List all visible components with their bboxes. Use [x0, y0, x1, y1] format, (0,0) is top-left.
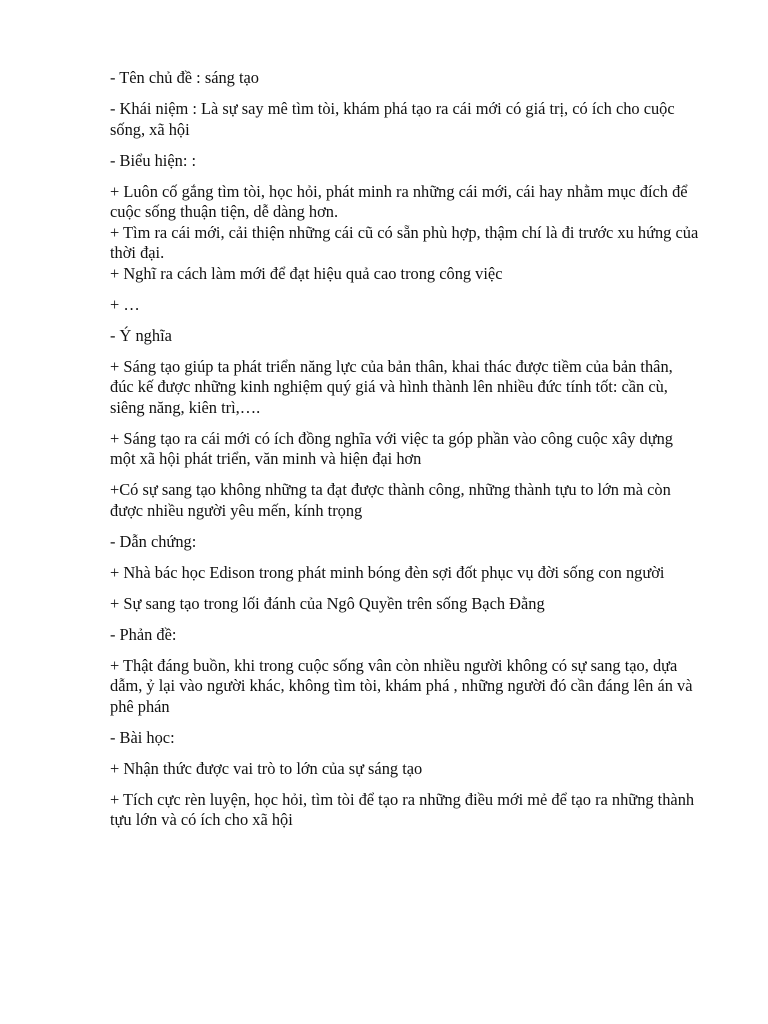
manifestation-item: + Tìm ra cái mới, cải thiện những cái cũ có sẵn phù hợp, thậm chí là đi trước xu hứng của thời đại.: [110, 222, 699, 262]
counter-heading: - Phản đề:: [110, 624, 177, 644]
manifestation-item: + Nghĩ ra cách làm mới để đạt hiệu quả cao trong công việc: [110, 263, 503, 283]
evidence-item: + Nhà bác học Edison trong phát minh bóng đèn sợi đốt phục vụ đời sống con người: [110, 562, 665, 582]
manifestation-item: + Luôn cố gắng tìm tòi, học hỏi, phát minh ra những cái mới, cái hay nhằm mục đích để cuộc sống thuận tiện, dễ dàng hơn.: [110, 181, 688, 221]
document-body: [110, 68, 700, 831]
counter-item: + Thật đáng buồn, khi trong cuộc sống vân còn nhiều người không có sự sang tạo, dựa dẫm, ỷ lại vào người khác, không tìm tòi, khám phá , những người đó cần đáng lên án và phê phán: [110, 655, 693, 716]
topic-line: - Tên chủ đề : sáng tạo: [110, 68, 259, 87]
meaning-item: +Có sự sang tạo không những ta đạt được thành công, những thành tựu to lớn mà còn được nhiều người yêu mến, kính trọng: [110, 480, 671, 520]
lesson-heading: - Bài học:: [110, 727, 175, 747]
manifestation-heading: - Biểu hiện: :: [110, 150, 197, 170]
meaning-item: + Sáng tạo ra cái mới có ích đồng nghĩa với việc ta góp phần vào công cuộc xây dựng một xã hội phát triển, văn minh và hiện đại hơn: [110, 428, 673, 468]
meaning-item: + Sáng tạo giúp ta phát triển năng lực của bản thân, khai thác được tiềm của bản thân, đúc kế được những kinh nghiệm quý giá và hình thành lên nhiều đức tính tốt: cần cù, siêng năng, kiên trì,….: [110, 356, 673, 417]
manifestation-item: + …: [110, 294, 140, 314]
evidence-heading: - Dẫn chứng:: [110, 531, 197, 551]
meaning-heading: - Ý nghĩa: [110, 325, 172, 345]
definition-line: - Khái niệm : Là sự say mê tìm tòi, khám phá tạo ra cái mới có giá trị, có ích cho cuộc sống, xã hội: [110, 99, 675, 139]
evidence-item: + Sự sang tạo trong lối đánh của Ngô Quyền trên sống Bạch Đằng: [110, 593, 545, 613]
lesson-item: + Nhận thức được vai trò to lớn của sự sáng tạo: [110, 758, 423, 778]
lesson-item: + Tích cực rèn luyện, học hỏi, tìm tòi để tạo ra những điều mới mẻ để tạo ra những thành tựu lớn và có ích cho xã hội: [110, 789, 695, 829]
